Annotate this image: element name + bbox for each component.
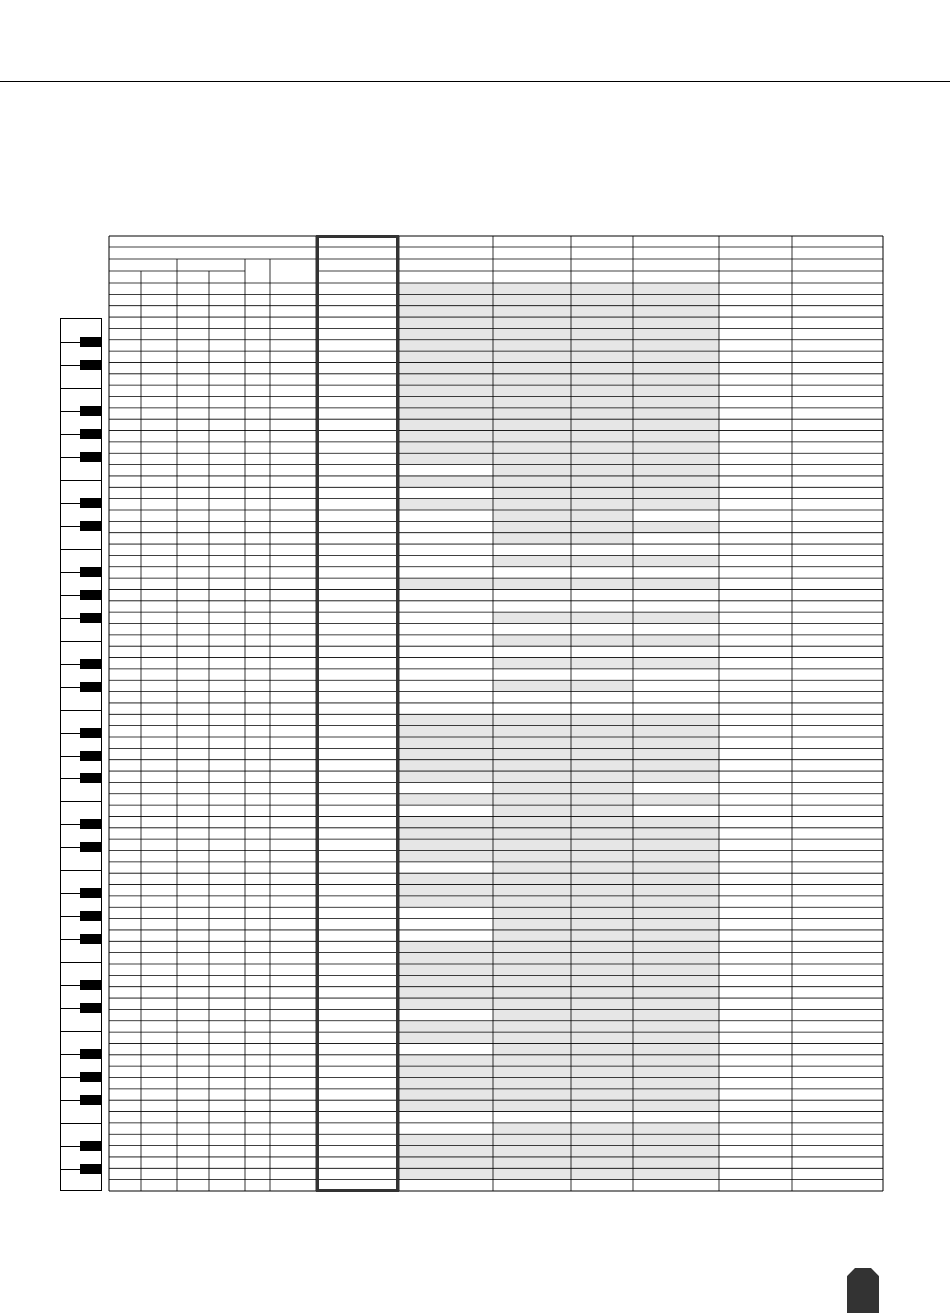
shaded-cell-band <box>493 680 571 691</box>
white-key-divider <box>61 870 102 871</box>
white-key-divider <box>61 641 102 642</box>
piano-keyboard-diagram <box>60 318 102 1191</box>
shaded-cell-band <box>493 1123 571 1180</box>
black-key <box>80 1164 102 1174</box>
shaded-cell-band <box>633 521 719 532</box>
black-key <box>80 773 102 783</box>
shaded-cell-band <box>399 794 493 805</box>
black-key <box>80 406 102 416</box>
white-key-divider <box>61 388 102 389</box>
white-key-divider <box>61 480 102 481</box>
black-key <box>80 934 102 944</box>
shaded-cell-band <box>633 635 719 646</box>
black-key <box>80 682 102 692</box>
shaded-cell-band <box>633 1123 719 1180</box>
shaded-cell-band <box>399 873 493 907</box>
shaded-cell-band <box>571 283 633 544</box>
shaded-cell-band <box>493 555 571 566</box>
black-key <box>80 452 102 462</box>
black-key <box>80 728 102 738</box>
black-key <box>80 842 102 852</box>
black-key <box>80 521 102 531</box>
shaded-cell-band <box>571 714 633 1111</box>
white-key-divider <box>61 962 102 963</box>
black-key <box>80 1141 102 1151</box>
black-key <box>80 659 102 669</box>
black-key <box>80 751 102 761</box>
shaded-cell-band <box>633 794 719 805</box>
shaded-cell-band <box>633 555 719 566</box>
shaded-cell-band <box>399 1055 493 1112</box>
black-key <box>80 1049 102 1059</box>
page-number-tab <box>847 1268 879 1313</box>
black-key <box>80 911 102 921</box>
shaded-cell-band <box>399 499 493 510</box>
black-key <box>80 819 102 829</box>
black-key <box>80 360 102 370</box>
white-key-divider <box>61 549 102 550</box>
shaded-cell-band <box>493 283 571 544</box>
shaded-cell-band <box>571 658 633 669</box>
shaded-cell-band <box>493 714 571 1111</box>
black-key <box>80 980 102 990</box>
shaded-cell-band <box>571 635 633 646</box>
page-tab-shape <box>847 1268 879 1313</box>
shaded-cell-band <box>493 612 571 623</box>
shaded-cell-band <box>571 680 633 691</box>
black-key <box>80 613 102 623</box>
shaded-cell-band <box>571 612 633 623</box>
shaded-cell-band <box>633 612 719 623</box>
shaded-cell-band <box>571 555 633 566</box>
shaded-cell-band <box>399 578 493 589</box>
shaded-cell-band <box>493 658 571 669</box>
black-key <box>80 888 102 898</box>
black-key <box>80 498 102 508</box>
black-key <box>80 1095 102 1105</box>
shaded-cell-band <box>399 476 493 487</box>
black-key <box>80 590 102 600</box>
black-key <box>80 1072 102 1082</box>
black-key <box>80 1003 102 1013</box>
black-key <box>80 567 102 577</box>
shaded-cell-band <box>571 1123 633 1180</box>
black-key <box>80 429 102 439</box>
white-key-divider <box>61 1031 102 1032</box>
white-key-divider <box>61 801 102 802</box>
black-key <box>80 337 102 347</box>
white-key-divider <box>61 1123 102 1124</box>
white-key-divider <box>61 710 102 711</box>
shaded-cell-band <box>493 578 571 589</box>
shaded-cell-band <box>633 578 719 589</box>
shaded-cell-band <box>493 635 571 646</box>
shaded-cell-band <box>633 658 719 669</box>
shaded-cell-band <box>571 578 633 589</box>
